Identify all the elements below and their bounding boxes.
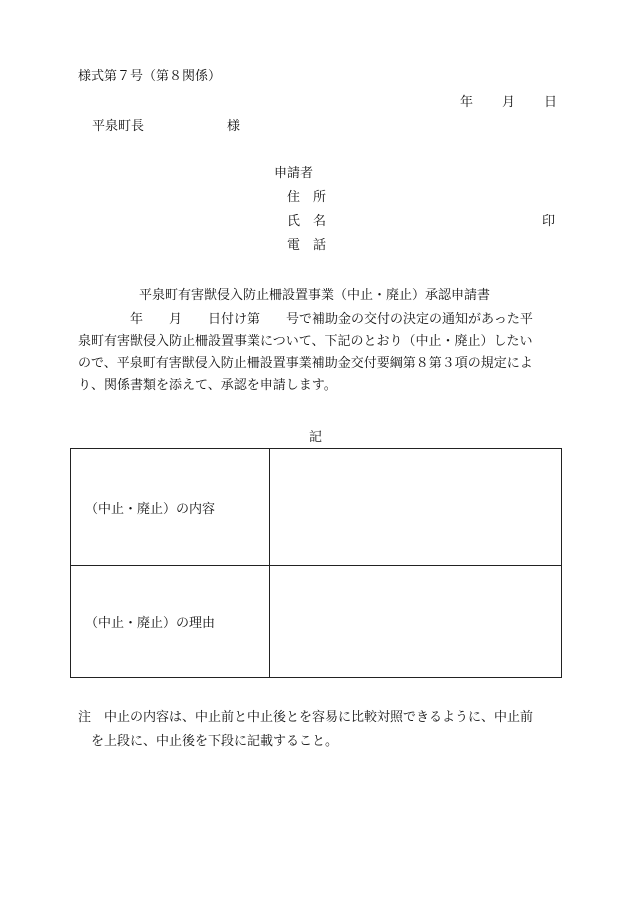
detail-table: [70, 448, 562, 678]
addressee: 平泉町長: [92, 119, 145, 134]
row-label-reason: （中止・廃止）の理由: [71, 566, 270, 678]
phone-label: 電 話: [287, 238, 327, 253]
body-line: 泉町有害獣侵入防止柵設置事業について、下記のとおり（中止・廃止）したい: [78, 334, 533, 349]
date-year: 年: [460, 95, 474, 110]
row-label-content: （中止・廃止）の内容: [71, 449, 270, 566]
body-line: 年 月 日付け第 号で補助金の交付の決定の通知があった平: [78, 312, 533, 327]
date-month: 月: [502, 95, 516, 110]
row-value-reason[interactable]: [270, 566, 562, 678]
seal-mark: 印: [542, 214, 556, 229]
body-paragraph: [78, 309, 558, 397]
body-line: り、関係書類を添えて、承認を申請します。: [78, 378, 337, 393]
table-row: [71, 449, 562, 566]
body-line: ので、平泉町有害獣侵入防止柵設置事業補助金交付要綱第８第３項の規定によ: [78, 356, 533, 371]
document-title: 平泉町有害獣侵入防止柵設置事業（中止・廃止）承認申請書: [139, 288, 491, 303]
ki-heading: 記: [309, 430, 323, 445]
form-number: 様式第７号（第８関係）: [78, 69, 222, 84]
address-label: 住 所: [287, 190, 327, 205]
applicant-label: 申請者: [274, 166, 314, 181]
note-line: 注 中止の内容は、中止前と中止後とを容易に比較対照できるように、中止前: [78, 710, 534, 725]
honorific: 様: [227, 119, 241, 134]
name-label: 氏 名: [287, 214, 327, 229]
date-day: 日: [544, 95, 558, 110]
note: [78, 706, 568, 754]
row-value-content[interactable]: [270, 449, 562, 566]
table-row: [71, 566, 562, 678]
note-line: を上段に、中止後を下段に記載すること。: [78, 734, 339, 749]
